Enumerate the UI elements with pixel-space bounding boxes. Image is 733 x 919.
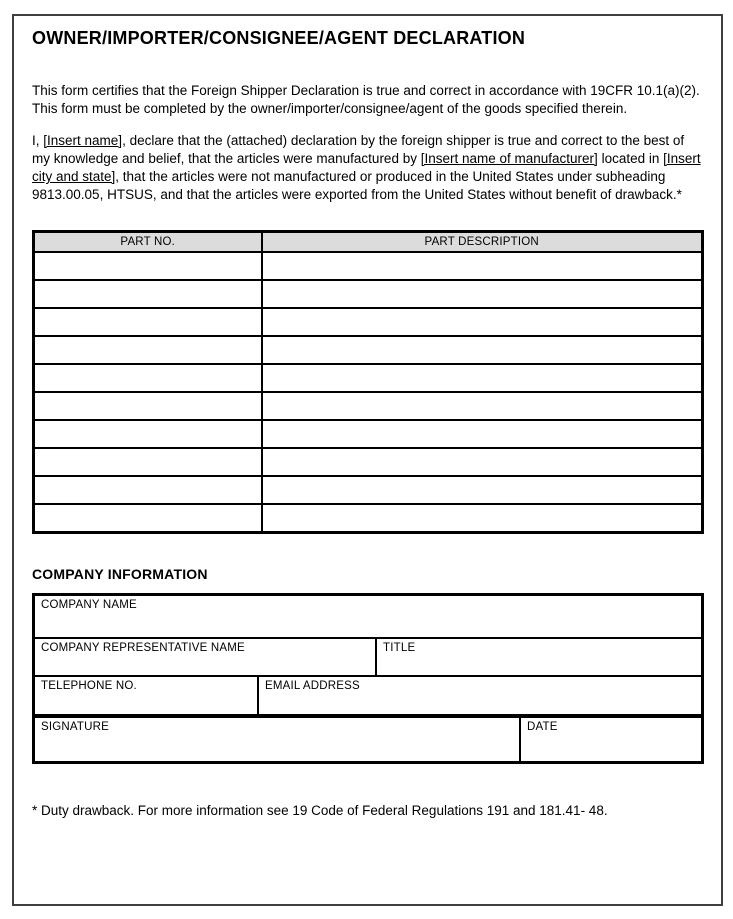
part-description-cell[interactable] (262, 448, 703, 476)
parts-table-header-part-no: PART NO. (34, 232, 262, 253)
part-description-cell[interactable] (262, 280, 703, 308)
signature-field[interactable] (35, 718, 519, 761)
parts-table-row (34, 420, 703, 448)
part-no-cell[interactable] (34, 504, 262, 533)
part-no-cell[interactable] (34, 280, 262, 308)
declaration-text-3: located in (597, 151, 664, 166)
declaration-text-1: I, (32, 133, 44, 148)
part-description-cell[interactable] (262, 364, 703, 392)
signature-date-row (35, 718, 701, 761)
telephone-email-row (35, 677, 701, 718)
part-no-cell[interactable] (34, 336, 262, 364)
part-no-cell[interactable] (34, 448, 262, 476)
insert-manufacturer-placeholder[interactable]: [Insert name of manufacturer] (420, 151, 598, 166)
telephone-label: TELEPHONE NO. (41, 680, 137, 692)
company-information-box (32, 593, 704, 764)
company-information-heading: COMPANY INFORMATION (32, 566, 208, 582)
email-field[interactable] (257, 677, 701, 714)
declaration-text-2: , declare that the (attached) declaration by the foreign shipper is true and correct to the best of my knowledge and belief, that the articles were manufactured by (32, 133, 685, 166)
part-no-cell[interactable] (34, 252, 262, 280)
insert-city-state-placeholder[interactable]: [Insert city and state] (32, 151, 701, 184)
part-no-cell[interactable] (34, 308, 262, 336)
part-no-cell[interactable] (34, 364, 262, 392)
parts-table-row (34, 364, 703, 392)
parts-table-row (34, 252, 703, 280)
company-name-label: COMPANY NAME (41, 599, 137, 611)
part-description-cell[interactable] (262, 308, 703, 336)
company-representative-name-field[interactable] (35, 639, 375, 675)
part-no-cell[interactable] (34, 392, 262, 420)
part-no-cell[interactable] (34, 476, 262, 504)
date-field[interactable] (519, 718, 701, 761)
company-name-field[interactable] (35, 596, 701, 637)
page-content (14, 16, 721, 820)
date-label: DATE (527, 721, 558, 733)
intro-paragraph: This form certifies that the Foreign Shipper Declaration is true and correct in accordance with 19CFR 10.1(a)(2). This form must be completed by the owner/importer/consignee/agent of the goods specified therein. (32, 83, 700, 116)
telephone-field[interactable] (35, 677, 257, 714)
representative-title-row (35, 639, 701, 677)
parts-table-header-part-description: PART DESCRIPTION (262, 232, 703, 253)
part-description-cell[interactable] (262, 504, 703, 533)
parts-table-row (34, 504, 703, 533)
company-representative-name-label: COMPANY REPRESENTATIVE NAME (41, 642, 245, 654)
insert-name-placeholder[interactable]: [Insert name] (43, 133, 123, 148)
declaration-text-4: , that the articles were not manufactured or produced in the United States under subheading 9813.00.05, HTSUS, and that the articles were exported from the United States without benefit of drawback.* (32, 169, 682, 202)
declaration-paragraph (32, 132, 704, 204)
signature-label: SIGNATURE (41, 721, 110, 733)
part-description-cell[interactable] (262, 252, 703, 280)
part-description-cell[interactable] (262, 336, 703, 364)
parts-table-row (34, 392, 703, 420)
parts-table-row (34, 336, 703, 364)
parts-table-header-row (34, 232, 703, 253)
parts-table-row (34, 280, 703, 308)
parts-table (32, 230, 704, 534)
parts-table-row (34, 476, 703, 504)
part-description-cell[interactable] (262, 420, 703, 448)
declaration-form-page (12, 14, 723, 906)
part-description-cell[interactable] (262, 392, 703, 420)
title-label: TITLE (383, 642, 416, 654)
footnote: * Duty drawback. For more information see 19 Code of Federal Regulations 191 and 181.41- 48. (32, 803, 608, 818)
part-no-cell[interactable] (34, 420, 262, 448)
company-name-row (35, 596, 701, 639)
email-label: EMAIL ADDRESS (265, 680, 360, 692)
parts-table-row (34, 448, 703, 476)
parts-table-row (34, 308, 703, 336)
part-description-cell[interactable] (262, 476, 703, 504)
title-field[interactable] (375, 639, 701, 675)
page-title: OWNER/IMPORTER/CONSIGNEE/AGENT DECLARATION (32, 28, 526, 48)
